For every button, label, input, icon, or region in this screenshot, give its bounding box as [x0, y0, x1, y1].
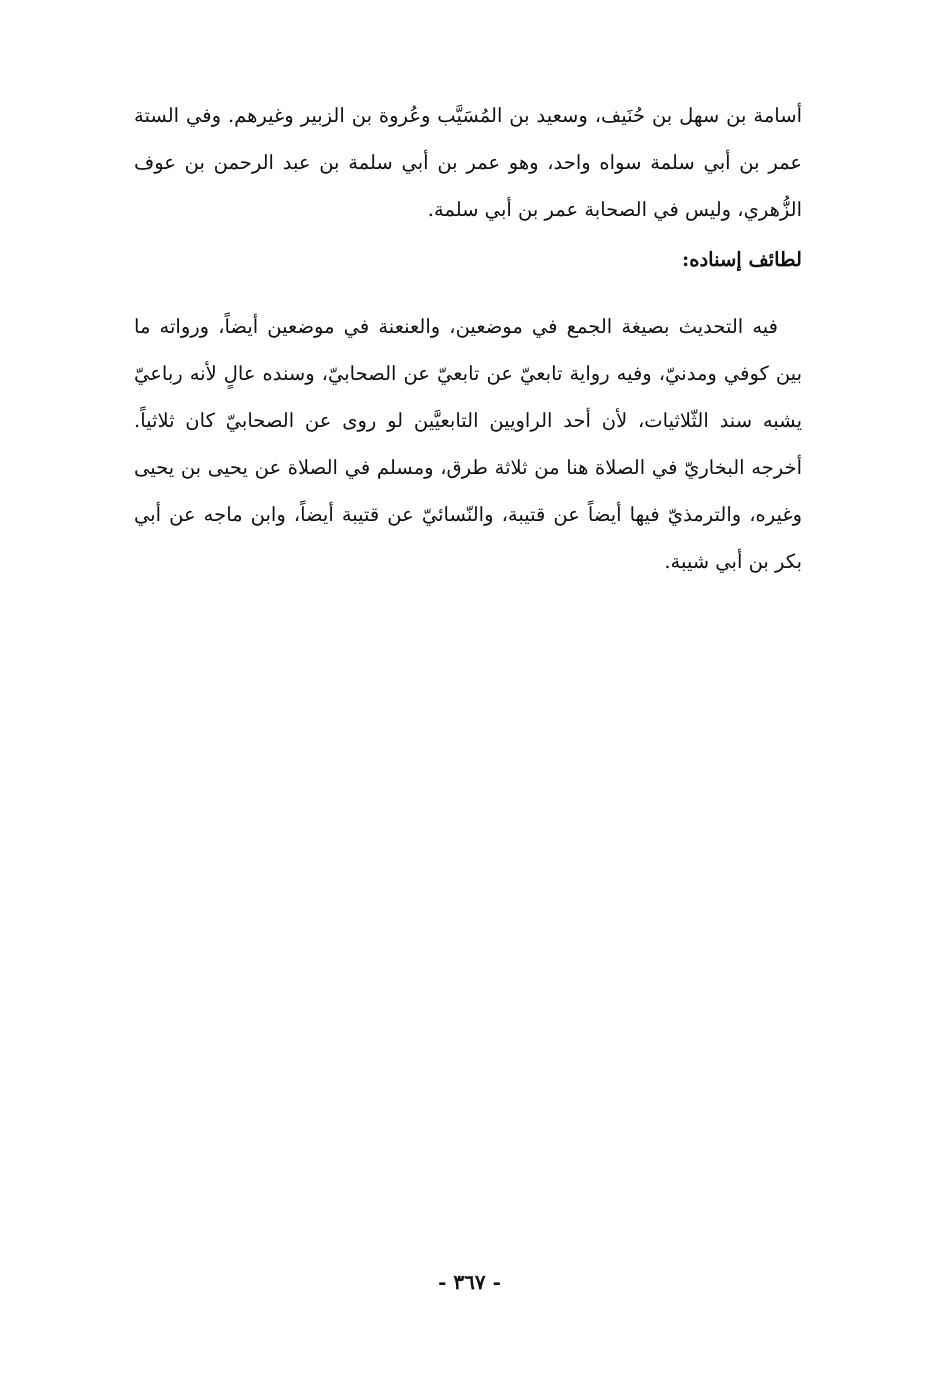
- section-heading: لطائف إسناده:: [682, 248, 802, 271]
- paragraph-isnad-notes: فيه التحديث بصيغة الجمع في موضعين، والعنعنة في موضعين أيضاً، ورواته ما بين كوفي ومدنيّ، وفيه رواية تابعيّ عن تابعيّ عن الصحابيّ، وسنده عالٍ لأنه رباعيّ يشبه سند الثّلاثيات، لأن أحد الراويين التابعيَّين لو روى عن الصحابيّ كان ثلاثياً. أخرجه البخاريّ في الصلاة هنا من ثلاثة طرق، ومسلم في الصلاة عن يحيى بن يحيى وغيره، والترمذيّ فيها أيضاً عن قتيبة، والنّسائيّ عن قتيبة أيضاً، وابن ماجه عن أبي بكر بن أبي شيبة.: [134, 315, 802, 573]
- paragraph-narrators: أسامة بن سهل بن حُنَيف، وسعيد بن المُسَيَّب وعُروة بن الزبير وغيرهم. وفي الستة عمر بن أبي سلمة سواه واحد، وهو عمر بن أبي سلمة بن عبد الرحمن بن عوف الزُّهري، وليس في الصحابة عمر بن أبي سلمة.: [134, 104, 802, 221]
- page-number: - ٣٦٧ -: [438, 1270, 501, 1294]
